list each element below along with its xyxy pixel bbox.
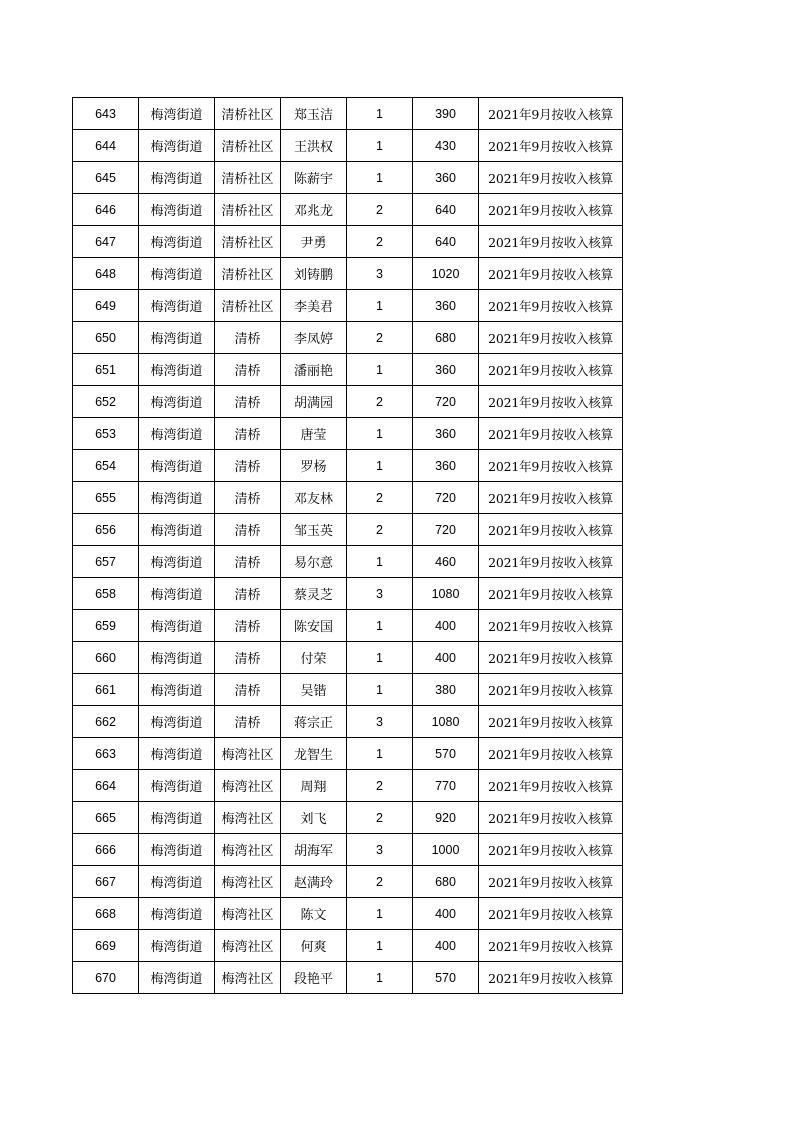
- household-size-cell: 2: [347, 802, 413, 834]
- row-number-cell: 651: [73, 354, 139, 386]
- community-cell: 清桥: [215, 322, 281, 354]
- row-number-cell: 669: [73, 930, 139, 962]
- person-name-cell: 吴锴: [281, 674, 347, 706]
- row-number-cell: 668: [73, 898, 139, 930]
- person-name-cell: 李美君: [281, 290, 347, 322]
- street-cell: 梅湾街道: [139, 130, 215, 162]
- note-cell: 2021年9月按收入核算: [479, 514, 623, 546]
- table-row: [73, 898, 623, 930]
- note-cell: 2021年9月按收入核算: [479, 962, 623, 994]
- street-cell: 梅湾街道: [139, 290, 215, 322]
- community-cell: 清桥社区: [215, 290, 281, 322]
- table-row: [73, 418, 623, 450]
- note-cell: 2021年9月按收入核算: [479, 898, 623, 930]
- row-number-cell: 661: [73, 674, 139, 706]
- person-name-cell: 王洪权: [281, 130, 347, 162]
- community-cell: 清桥社区: [215, 258, 281, 290]
- table-body: [73, 98, 623, 994]
- row-number-cell: 655: [73, 482, 139, 514]
- amount-cell: 570: [413, 962, 479, 994]
- household-size-cell: 1: [347, 354, 413, 386]
- street-cell: 梅湾街道: [139, 738, 215, 770]
- household-size-cell: 1: [347, 290, 413, 322]
- table-row: [73, 674, 623, 706]
- row-number-cell: 663: [73, 738, 139, 770]
- street-cell: 梅湾街道: [139, 418, 215, 450]
- person-name-cell: 陈安国: [281, 610, 347, 642]
- community-cell: 梅湾社区: [215, 962, 281, 994]
- note-cell: 2021年9月按收入核算: [479, 130, 623, 162]
- street-cell: 梅湾街道: [139, 802, 215, 834]
- table-row: [73, 834, 623, 866]
- row-number-cell: 646: [73, 194, 139, 226]
- person-name-cell: 刘飞: [281, 802, 347, 834]
- household-size-cell: 3: [347, 706, 413, 738]
- community-cell: 清桥: [215, 578, 281, 610]
- table-row: [73, 130, 623, 162]
- row-number-cell: 660: [73, 642, 139, 674]
- community-cell: 清桥: [215, 482, 281, 514]
- community-cell: 清桥社区: [215, 98, 281, 130]
- note-cell: 2021年9月按收入核算: [479, 834, 623, 866]
- street-cell: 梅湾街道: [139, 98, 215, 130]
- person-name-cell: 蒋宗正: [281, 706, 347, 738]
- table-row: [73, 930, 623, 962]
- table-row: [73, 226, 623, 258]
- household-size-cell: 1: [347, 898, 413, 930]
- note-cell: 2021年9月按收入核算: [479, 322, 623, 354]
- table-row: [73, 290, 623, 322]
- street-cell: 梅湾街道: [139, 930, 215, 962]
- table-row: [73, 450, 623, 482]
- household-size-cell: 1: [347, 546, 413, 578]
- person-name-cell: 尹勇: [281, 226, 347, 258]
- table-row: [73, 98, 623, 130]
- amount-cell: 360: [413, 162, 479, 194]
- amount-cell: 360: [413, 354, 479, 386]
- table-row: [73, 866, 623, 898]
- table-row: [73, 610, 623, 642]
- household-size-cell: 3: [347, 578, 413, 610]
- household-size-cell: 2: [347, 322, 413, 354]
- community-cell: 清桥: [215, 674, 281, 706]
- row-number-cell: 654: [73, 450, 139, 482]
- amount-cell: 570: [413, 738, 479, 770]
- street-cell: 梅湾街道: [139, 354, 215, 386]
- amount-cell: 640: [413, 226, 479, 258]
- row-number-cell: 664: [73, 770, 139, 802]
- household-size-cell: 3: [347, 258, 413, 290]
- amount-cell: 400: [413, 898, 479, 930]
- street-cell: 梅湾街道: [139, 898, 215, 930]
- street-cell: 梅湾街道: [139, 962, 215, 994]
- row-number-cell: 670: [73, 962, 139, 994]
- table-row: [73, 962, 623, 994]
- person-name-cell: 何爽: [281, 930, 347, 962]
- street-cell: 梅湾街道: [139, 706, 215, 738]
- person-name-cell: 周翔: [281, 770, 347, 802]
- amount-cell: 400: [413, 642, 479, 674]
- street-cell: 梅湾街道: [139, 546, 215, 578]
- amount-cell: 400: [413, 610, 479, 642]
- street-cell: 梅湾街道: [139, 482, 215, 514]
- street-cell: 梅湾街道: [139, 162, 215, 194]
- amount-cell: 720: [413, 514, 479, 546]
- household-size-cell: 3: [347, 834, 413, 866]
- amount-cell: 380: [413, 674, 479, 706]
- household-size-cell: 2: [347, 514, 413, 546]
- table-row: [73, 322, 623, 354]
- community-cell: 梅湾社区: [215, 802, 281, 834]
- row-number-cell: 649: [73, 290, 139, 322]
- note-cell: 2021年9月按收入核算: [479, 386, 623, 418]
- community-cell: 清桥: [215, 706, 281, 738]
- note-cell: 2021年9月按收入核算: [479, 290, 623, 322]
- row-number-cell: 658: [73, 578, 139, 610]
- row-number-cell: 662: [73, 706, 139, 738]
- amount-cell: 1080: [413, 578, 479, 610]
- row-number-cell: 648: [73, 258, 139, 290]
- household-size-cell: 1: [347, 130, 413, 162]
- community-cell: 清桥: [215, 642, 281, 674]
- household-size-cell: 2: [347, 386, 413, 418]
- household-size-cell: 1: [347, 162, 413, 194]
- note-cell: 2021年9月按收入核算: [479, 770, 623, 802]
- note-cell: 2021年9月按收入核算: [479, 418, 623, 450]
- table-row: [73, 482, 623, 514]
- community-cell: 清桥: [215, 418, 281, 450]
- household-size-cell: 2: [347, 770, 413, 802]
- note-cell: 2021年9月按收入核算: [479, 354, 623, 386]
- person-name-cell: 段艳平: [281, 962, 347, 994]
- row-number-cell: 659: [73, 610, 139, 642]
- table-row: [73, 162, 623, 194]
- table-row: [73, 258, 623, 290]
- person-name-cell: 赵满玲: [281, 866, 347, 898]
- community-cell: 清桥: [215, 354, 281, 386]
- row-number-cell: 665: [73, 802, 139, 834]
- person-name-cell: 刘铸鹏: [281, 258, 347, 290]
- street-cell: 梅湾街道: [139, 450, 215, 482]
- note-cell: 2021年9月按收入核算: [479, 162, 623, 194]
- household-size-cell: 1: [347, 738, 413, 770]
- household-size-cell: 1: [347, 98, 413, 130]
- amount-cell: 460: [413, 546, 479, 578]
- street-cell: 梅湾街道: [139, 578, 215, 610]
- person-name-cell: 邓友林: [281, 482, 347, 514]
- row-number-cell: 643: [73, 98, 139, 130]
- row-number-cell: 653: [73, 418, 139, 450]
- person-name-cell: 陈薪宇: [281, 162, 347, 194]
- table-row: [73, 194, 623, 226]
- table-row: [73, 770, 623, 802]
- street-cell: 梅湾街道: [139, 770, 215, 802]
- household-size-cell: 1: [347, 930, 413, 962]
- table-row: [73, 386, 623, 418]
- table-row: [73, 514, 623, 546]
- note-cell: 2021年9月按收入核算: [479, 482, 623, 514]
- person-name-cell: 胡满园: [281, 386, 347, 418]
- note-cell: 2021年9月按收入核算: [479, 578, 623, 610]
- street-cell: 梅湾街道: [139, 258, 215, 290]
- community-cell: 清桥: [215, 546, 281, 578]
- amount-cell: 390: [413, 98, 479, 130]
- community-cell: 清桥社区: [215, 226, 281, 258]
- person-name-cell: 潘丽艳: [281, 354, 347, 386]
- table-row: [73, 642, 623, 674]
- note-cell: 2021年9月按收入核算: [479, 258, 623, 290]
- person-name-cell: 蔡灵芝: [281, 578, 347, 610]
- table-row: [73, 354, 623, 386]
- person-name-cell: 李凤婷: [281, 322, 347, 354]
- community-cell: 清桥: [215, 450, 281, 482]
- person-name-cell: 郑玉洁: [281, 98, 347, 130]
- row-number-cell: 652: [73, 386, 139, 418]
- household-size-cell: 1: [347, 674, 413, 706]
- table-row: [73, 802, 623, 834]
- street-cell: 梅湾街道: [139, 866, 215, 898]
- row-number-cell: 666: [73, 834, 139, 866]
- note-cell: 2021年9月按收入核算: [479, 610, 623, 642]
- community-cell: 梅湾社区: [215, 834, 281, 866]
- person-name-cell: 邓兆龙: [281, 194, 347, 226]
- household-size-cell: 1: [347, 962, 413, 994]
- community-cell: 清桥社区: [215, 130, 281, 162]
- amount-cell: 360: [413, 450, 479, 482]
- street-cell: 梅湾街道: [139, 674, 215, 706]
- street-cell: 梅湾街道: [139, 194, 215, 226]
- row-number-cell: 657: [73, 546, 139, 578]
- note-cell: 2021年9月按收入核算: [479, 802, 623, 834]
- amount-cell: 770: [413, 770, 479, 802]
- amount-cell: 1000: [413, 834, 479, 866]
- note-cell: 2021年9月按收入核算: [479, 226, 623, 258]
- amount-cell: 640: [413, 194, 479, 226]
- amount-cell: 680: [413, 866, 479, 898]
- person-name-cell: 胡海军: [281, 834, 347, 866]
- row-number-cell: 644: [73, 130, 139, 162]
- community-cell: 清桥: [215, 386, 281, 418]
- person-name-cell: 龙智生: [281, 738, 347, 770]
- table-row: [73, 706, 623, 738]
- amount-cell: 680: [413, 322, 479, 354]
- community-cell: 梅湾社区: [215, 898, 281, 930]
- person-name-cell: 易尔意: [281, 546, 347, 578]
- person-name-cell: 唐莹: [281, 418, 347, 450]
- note-cell: 2021年9月按收入核算: [479, 546, 623, 578]
- person-name-cell: 陈文: [281, 898, 347, 930]
- street-cell: 梅湾街道: [139, 642, 215, 674]
- household-size-cell: 1: [347, 450, 413, 482]
- community-cell: 梅湾社区: [215, 930, 281, 962]
- community-cell: 梅湾社区: [215, 738, 281, 770]
- household-size-cell: 1: [347, 610, 413, 642]
- row-number-cell: 667: [73, 866, 139, 898]
- amount-cell: 360: [413, 290, 479, 322]
- person-name-cell: 罗杨: [281, 450, 347, 482]
- note-cell: 2021年9月按收入核算: [479, 930, 623, 962]
- household-size-cell: 2: [347, 194, 413, 226]
- street-cell: 梅湾街道: [139, 834, 215, 866]
- community-cell: 清桥: [215, 610, 281, 642]
- note-cell: 2021年9月按收入核算: [479, 674, 623, 706]
- note-cell: 2021年9月按收入核算: [479, 706, 623, 738]
- amount-cell: 430: [413, 130, 479, 162]
- table-row: [73, 546, 623, 578]
- amount-cell: 360: [413, 418, 479, 450]
- person-name-cell: 付荣: [281, 642, 347, 674]
- community-cell: 梅湾社区: [215, 866, 281, 898]
- street-cell: 梅湾街道: [139, 226, 215, 258]
- note-cell: 2021年9月按收入核算: [479, 738, 623, 770]
- household-size-cell: 2: [347, 482, 413, 514]
- street-cell: 梅湾街道: [139, 610, 215, 642]
- household-size-cell: 2: [347, 866, 413, 898]
- amount-cell: 920: [413, 802, 479, 834]
- note-cell: 2021年9月按收入核算: [479, 98, 623, 130]
- amount-cell: 1080: [413, 706, 479, 738]
- household-size-cell: 1: [347, 418, 413, 450]
- records-table: [72, 97, 623, 994]
- community-cell: 梅湾社区: [215, 770, 281, 802]
- amount-cell: 720: [413, 386, 479, 418]
- amount-cell: 1020: [413, 258, 479, 290]
- amount-cell: 400: [413, 930, 479, 962]
- community-cell: 清桥社区: [215, 194, 281, 226]
- street-cell: 梅湾街道: [139, 514, 215, 546]
- amount-cell: 720: [413, 482, 479, 514]
- table-row: [73, 738, 623, 770]
- row-number-cell: 650: [73, 322, 139, 354]
- street-cell: 梅湾街道: [139, 386, 215, 418]
- note-cell: 2021年9月按收入核算: [479, 194, 623, 226]
- row-number-cell: 656: [73, 514, 139, 546]
- note-cell: 2021年9月按收入核算: [479, 642, 623, 674]
- community-cell: 清桥: [215, 514, 281, 546]
- note-cell: 2021年9月按收入核算: [479, 866, 623, 898]
- street-cell: 梅湾街道: [139, 322, 215, 354]
- person-name-cell: 邹玉英: [281, 514, 347, 546]
- community-cell: 清桥社区: [215, 162, 281, 194]
- row-number-cell: 645: [73, 162, 139, 194]
- household-size-cell: 2: [347, 226, 413, 258]
- note-cell: 2021年9月按收入核算: [479, 450, 623, 482]
- household-size-cell: 1: [347, 642, 413, 674]
- row-number-cell: 647: [73, 226, 139, 258]
- table-row: [73, 578, 623, 610]
